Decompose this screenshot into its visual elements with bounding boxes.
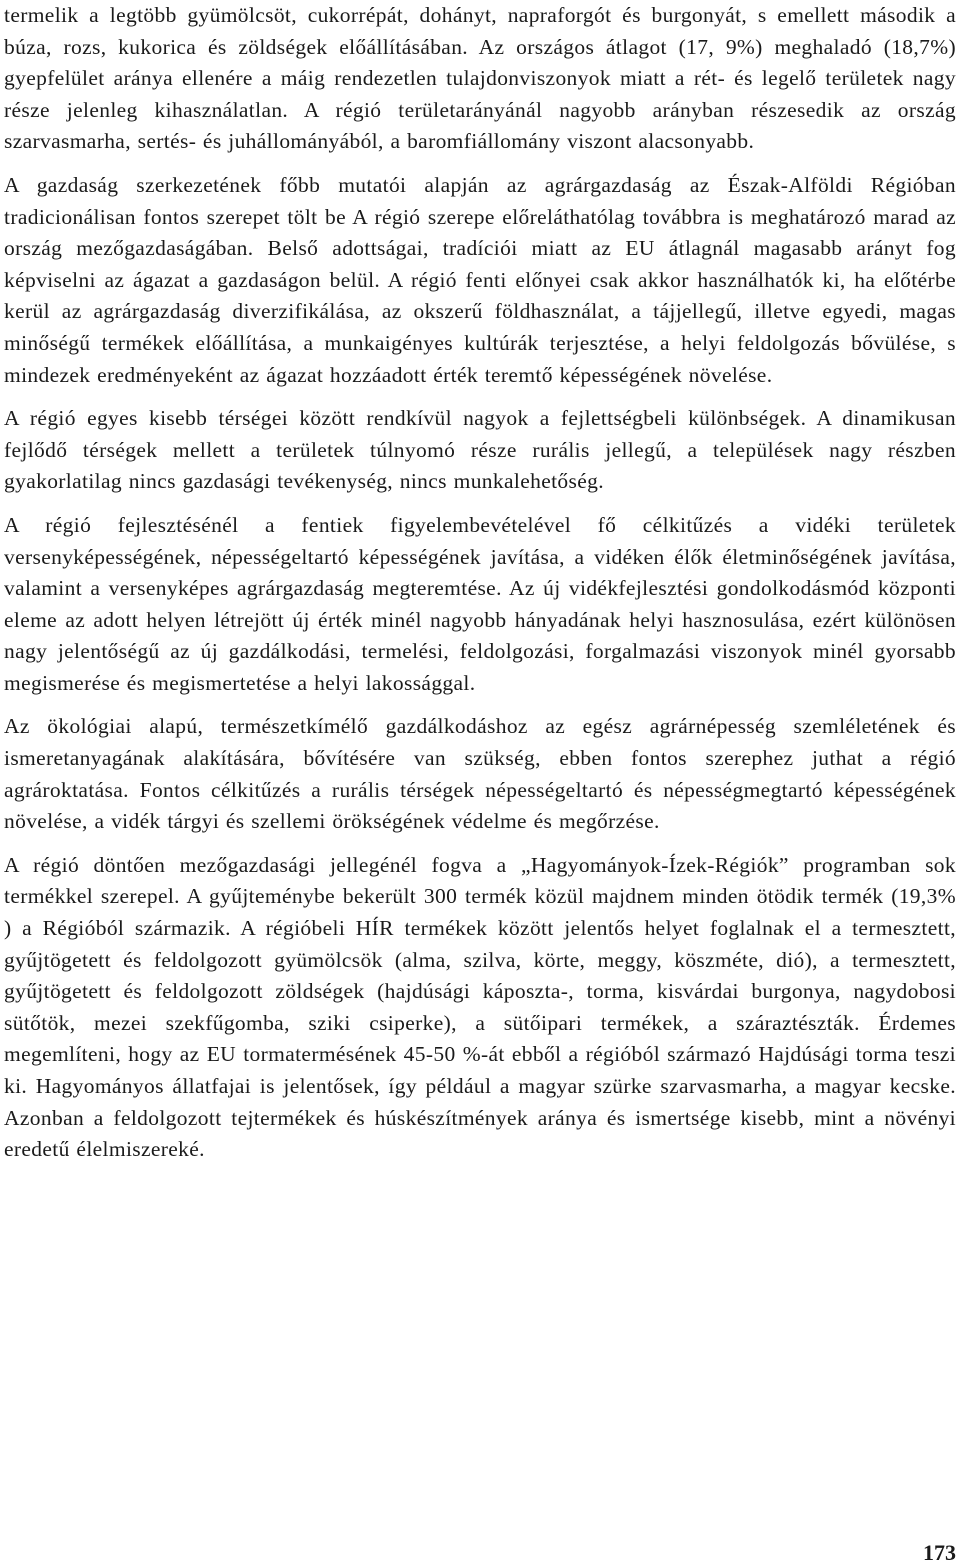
paragraph-development-goals: A régió fejlesztésénél a fentiek figyelembevételével fő célkitűzés a vidéki területek versenyképességének, népességeltartó képességének javítása, a vidéken élők életminőségének javítása, valamint a versenyképes agrárgazdaság megteremtése. Az új vidékfejlesztési gondolkodásmód központi eleme az adott helyen létrejött új érték minél nagyobb hányadának helyi hasznosulása, ezért különösen nagy jelentőségű az új gazdálkodási, termelési, feldolgozási, forgalmazási viszonyok minél gyorsabb megismerése és megismertetése a helyi lakossággal. [4,512,956,695]
paragraph-ecological-farming: Az ökológiai alapú, természetkímélő gazdálkodáshoz az egész agrárnépesség szemléletének és ismeretanyagának alakítására, bővítésére van szükség, ebben fontos szerephez juthat a régió agrároktatása. Fontos célkitűzés a rurális térségek népességeltartó és népességmegtartó képességének növelése, a vidék tárgyi és szellemi örökségének védelme és megőrzése. [4,714,956,834]
page-number: 173 [923,1540,956,1565]
paragraph-regional-differences: A régió egyes kisebb térségei között rendkívül nagyok a fejlettségbeli különbségek. A dinamikusan fejlődő térségek mellett a területek túlnyomó része rurális jellegű, a települések nagy részben gyakorlatilag nincs gazdasági tevékenység, nincs munkalehetőség. [4,406,956,494]
paragraph-traditional-products: A régió döntően mezőgazdasági jellegénél fogva a „Hagyományok-Ízek-Régiók” programban sok termékkel szerepel. A gyűjteménybe bekerült 300 termék közül majdnem minden ötödik termék (19,3% ) a Régióból származik. A régióbeli HÍR termékek között jelentős helyet foglalnak el a termesztett, gyűjtögetett és feldolgozott gyümölcsök (alma, szilva, körte, meggy, köszméte, dió), a termesztett, gyűjtögetett és feldolgozott zöldségek (hajdúsági káposzta-, torma, kisvárdai burgonya, nagydobosi sütőtök, mezei szekfűgomba, sziki csiperke), a sütőipari termékek, a száraztészták. Érdemes megemlíteni, hogy az EU tormatermésének 45-50 %-át ebből a régióból származó Hajdúsági torma teszi ki. Hagyományos állatfajai is jelentősek, így például a magyar szürke szarvasmarha, a magyar kecske. Azonban a feldolgozott tejtermékek és húskészítmények aránya és ismertsége kisebb, mint a növényi eredetű élelmiszereké. [4,852,956,1162]
document-body [4,0,956,1178]
paragraph-agricultural-production: termelik a legtöbb gyümölcsöt, cukorrépát, dohányt, napraforgót és burgonyát, s emellett második a búza, rozs, kukorica és zöldségek előállításában. Az országos átlagot (17, 9%) meghaladó (18,7%) gyepfelület aránya ellenére a máig rendezetlen tulajdonviszonyok miatt a rét- és legelő területek nagy része jelenleg kihasználatlan. A régió területarányánál nagyobb arányban részesedik az ország szarvasmarha, sertés- és juhállományából, a baromfiállomány viszont alacsonyabb. [4,3,956,154]
paragraph-economic-structure: A gazdaság szerkezetének főbb mutatói alapján az agrárgazdaság az Észak-Alföldi Régióban tradicionálisan fontos szerepet tölt be A régió szerepe előreláthatólag továbbra is meghatározó marad az ország mezőgazdaságában. Belső adottságai, tradíciói miatt az EU átlagnál magasabb arányt fog képviselni az ágazat a gazdaságon belül. A régió fenti előnyei csak akkor használhatók ki, ha előtérbe kerül az agrárgazdaság diverzifikálása, az okszerű földhasználat, a tájjellegű, illetve egyedi, magas minőségű termékek előállítása, a munkaigényes kultúrák terjesztése, a helyi feldolgozás bővülése, s mindezek eredményeként az ágazat hozzáadott érték teremtő képességének növelése. [4,172,956,387]
